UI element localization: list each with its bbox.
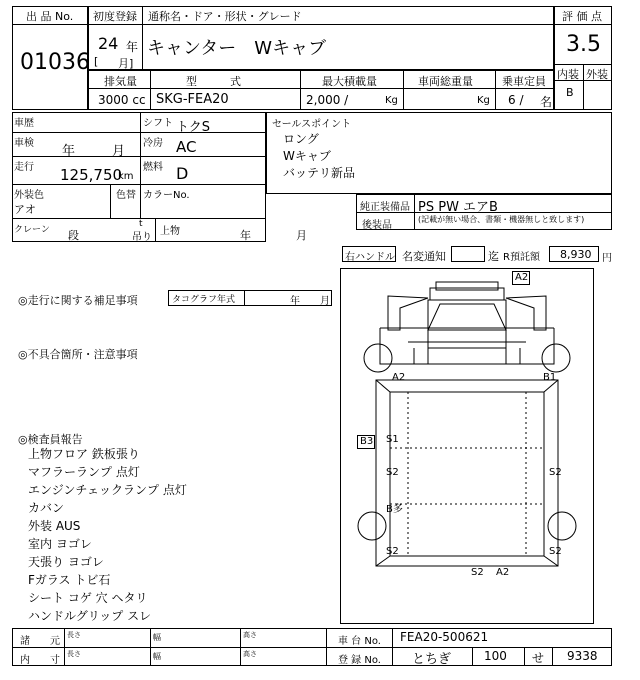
width-label: 幅 [153, 633, 161, 642]
color-value: アオ [14, 203, 36, 216]
equipment-value: PS PW エアB [418, 200, 498, 215]
damage-mark: S2 [386, 546, 399, 557]
reg-label: 登 録 No. [338, 655, 381, 666]
exterior-grade-label: 外装 [586, 68, 608, 81]
seats-label: 乗車定員 [502, 75, 546, 88]
recycle-label: R預託額 [503, 252, 540, 263]
crane-label: クレーン [14, 225, 50, 235]
capacity-unit: Kg [385, 95, 398, 106]
damage-mark: B3 [360, 436, 374, 447]
score-value: 3.5 [566, 32, 601, 57]
inspector-item: カバン [28, 501, 65, 515]
damage-mark: A2 [392, 372, 406, 383]
aircon-label: 冷房 [143, 138, 163, 149]
history-label: 車歴 [14, 118, 34, 129]
month-unit: 月] [118, 57, 134, 70]
inspector-items [28, 445, 187, 625]
inspector-item: 外装 AUS [28, 519, 81, 533]
body-month: 月 [296, 229, 307, 242]
reg-number: 9338 [567, 649, 598, 663]
vehicle-type: SKG-FEA20 [156, 92, 229, 107]
dims-label: 諸 元 [20, 636, 60, 647]
equipment-label: 純正装備品 [360, 202, 410, 213]
aircon-value: AC [176, 138, 197, 156]
tacho-year: 年 [290, 296, 300, 307]
inspector-item: 室内 ヨゴレ [28, 537, 92, 551]
crane-lift: 吊り [132, 232, 152, 243]
gross-weight-unit: Kg [477, 95, 490, 106]
color-change-label: 色替 [116, 190, 136, 201]
reg-class: 100 [484, 649, 507, 663]
lot-number: 01036 [20, 50, 90, 75]
interior-grade-label: 内装 [557, 68, 579, 81]
reg-region: とちぎ [412, 652, 452, 667]
mileage-unit: km [118, 171, 134, 182]
body-label: 上物 [160, 226, 180, 237]
shift-label: シフト [143, 118, 173, 129]
inspection-year: 年 [62, 144, 76, 159]
reg-kana: せ [532, 651, 545, 665]
damage-mark: S1 [386, 434, 399, 445]
sales-points-label: セールスポイント [272, 119, 352, 130]
mileage-value: 125,750 [60, 166, 123, 184]
damage-mark: S2 [471, 567, 484, 578]
type-label: 型 式 [186, 75, 241, 88]
displacement-label: 排気量 [104, 75, 137, 88]
capacity-label: 最大積載量 [322, 75, 377, 88]
damage-mark: A2 [515, 272, 529, 283]
first-reg-label: 初度登録 [93, 10, 137, 23]
height-label: 高さ [243, 631, 257, 639]
fuel-label: 燃料 [143, 162, 163, 173]
lot-label: 出 品 No. [26, 10, 74, 23]
mileage-label: 走行 [14, 162, 34, 173]
aftermarket-note: (記載が無い場合、書類・機器無しと致します) [418, 215, 585, 224]
damage-mark: A2 [496, 567, 510, 578]
yen-unit: 円 [602, 253, 612, 264]
chassis-number: FEA20-500621 [400, 630, 489, 644]
interior-dims-label: 内 寸 [20, 655, 60, 666]
capacity: 2,000 / [306, 93, 349, 107]
interior-grade: B [566, 86, 574, 99]
width-label: 幅 [153, 652, 161, 661]
month-bracket-open: [ [94, 55, 99, 68]
color-label: 外装色 [14, 190, 44, 201]
fuel-value: D [176, 164, 189, 183]
color-code-label: カラーNo. [143, 190, 190, 201]
truck-diagram [340, 268, 594, 624]
height-label: 高さ [243, 650, 257, 658]
sales-point-item: Wキャブ [283, 149, 331, 163]
inspector-label: ◎検査員報告 [18, 433, 83, 446]
damage-mark: S2 [386, 467, 399, 478]
seats-value: 6 / [508, 93, 524, 107]
year-unit: 年 [126, 40, 139, 54]
inspection-month: 月 [112, 144, 126, 159]
defects-label: ◎不具合箇所・注意事項 [18, 348, 138, 361]
damage-mark: B1 [543, 372, 557, 383]
inspector-item: エンジンチェックランプ 点灯 [28, 483, 187, 497]
tacho-label: タコグラフ年式 [172, 295, 236, 305]
inspector-item: Fガラス トビ石 [28, 573, 111, 587]
name-change-box [451, 246, 485, 262]
sales-point-item: バッテリ新品 [283, 166, 356, 180]
score-label: 評 価 点 [562, 10, 602, 23]
first-reg-year: 24 [98, 34, 119, 53]
gross-weight-label: 車両総重量 [418, 75, 473, 88]
displacement: 3000 cc [98, 93, 146, 107]
damage-mark: S2 [549, 467, 562, 478]
sales-point-item: ロング [283, 132, 319, 146]
tacho-month: 月 [320, 296, 330, 307]
inspector-item: マフラーランプ 点灯 [28, 465, 140, 479]
seats-unit: 名 [540, 95, 553, 109]
inspection-label: 車検 [14, 138, 34, 149]
length-label: 長さ [67, 631, 81, 639]
inspector-item: 天張り ヨゴレ [28, 555, 104, 569]
crane-steps: 段 [68, 229, 79, 242]
inspector-item: 上物フロア 鉄板張り [28, 447, 140, 461]
warning-label: 迄 [488, 250, 499, 263]
driving-remarks-label: ◎走行に関する補足事項 [18, 294, 138, 307]
inspector-item: シート コゲ 穴 ヘタリ [28, 591, 148, 605]
name-change-label: 名変通知 [402, 250, 446, 263]
damage-mark: B多 [386, 504, 403, 515]
body-year: 年 [240, 229, 251, 242]
shift-value: トクS [176, 120, 210, 135]
inspector-item: ハンドルグリップ スレ [28, 609, 152, 623]
recycle-amount: 8,930 [560, 248, 592, 261]
aftermarket-label: 後装品 [362, 220, 392, 231]
chassis-label: 車 台 No. [338, 636, 381, 647]
model-label: 通称名・ドア・形状・グレード [148, 10, 302, 23]
model-name: キャンター Wキャブ [147, 38, 327, 59]
steering-value: 右ハンドル [345, 252, 395, 263]
damage-mark: S2 [549, 546, 562, 557]
length-label: 長さ [67, 650, 81, 658]
crane-ton: t [139, 219, 143, 229]
